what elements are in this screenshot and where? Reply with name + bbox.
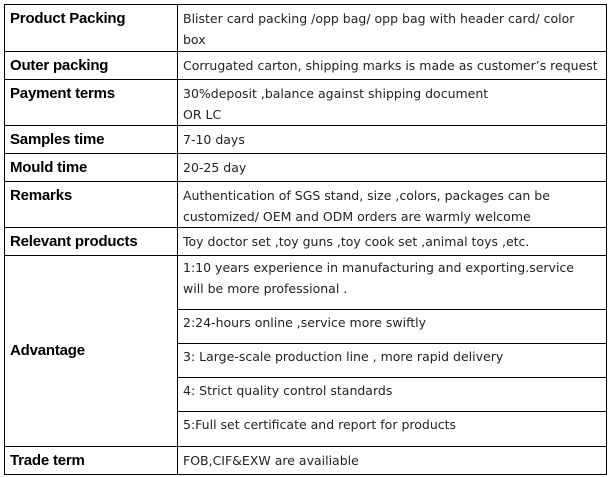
mould-time-value xyxy=(178,154,607,182)
advantage-item: 5:Full set certificate and report for products xyxy=(183,417,457,432)
relevant-products-text: Toy doctor set ,toy guns ,toy cook set ,animal toys ,etc. xyxy=(183,234,530,249)
row-outer-packing xyxy=(5,52,607,80)
advantage-item: 1:10 years experience in manufacturing and exporting.service will be more professional . xyxy=(178,256,606,310)
product-packing-text: Blister card packing /opp bag/ opp bag with header card/ color box xyxy=(183,11,575,47)
outer-packing-value xyxy=(178,52,607,80)
trade-term-label: Trade term xyxy=(5,447,178,475)
advantage-item: 2:24-hours online ,service more swiftly xyxy=(178,310,606,344)
relevant-products-value xyxy=(178,228,607,256)
payment-terms-value xyxy=(178,80,607,126)
row-samples-time xyxy=(5,126,607,154)
trade-term-value xyxy=(178,447,607,475)
payment-terms-label: Payment terms xyxy=(5,80,178,126)
samples-time-text: 7-10 days xyxy=(183,132,245,147)
product-spec-table xyxy=(4,4,607,475)
advantage-label: Advantage xyxy=(5,256,178,447)
outer-packing-text: Corrugated carton, shipping marks is made as customer’s request xyxy=(183,58,598,73)
trade-term-text: FOB,CIF&EXW are availiable xyxy=(183,453,359,468)
payment-terms-text: 30%deposit ,balance against shipping document OR LC xyxy=(183,86,489,122)
row-product-packing xyxy=(5,5,607,52)
samples-time-value xyxy=(178,126,607,154)
mould-time-text: 20-25 day xyxy=(183,160,247,175)
mould-time-label: Mould time xyxy=(5,154,178,182)
row-trade-term xyxy=(5,447,607,475)
row-mould-time xyxy=(5,154,607,182)
outer-packing-label: Outer packing xyxy=(5,52,178,80)
remarks-value xyxy=(178,182,607,228)
row-remarks xyxy=(5,182,607,228)
advantage-item: 4: Strict quality control standards xyxy=(178,378,606,412)
remarks-label: Remarks xyxy=(5,182,178,228)
advantage-list xyxy=(178,256,607,447)
samples-time-label: Samples time xyxy=(5,126,178,154)
product-packing-label: Product Packing xyxy=(5,5,178,52)
advantage-item: 3: Large-scale production line , more rapid delivery xyxy=(178,344,606,378)
row-relevant-products xyxy=(5,228,607,256)
row-payment-terms xyxy=(5,80,607,126)
product-packing-value xyxy=(178,5,607,52)
row-advantage xyxy=(5,256,607,447)
relevant-products-label: Relevant products xyxy=(5,228,178,256)
remarks-text: Authentication of SGS stand, size ,colors, packages can be customized/ OEM and ODM orders are warmly welcome xyxy=(183,188,550,224)
